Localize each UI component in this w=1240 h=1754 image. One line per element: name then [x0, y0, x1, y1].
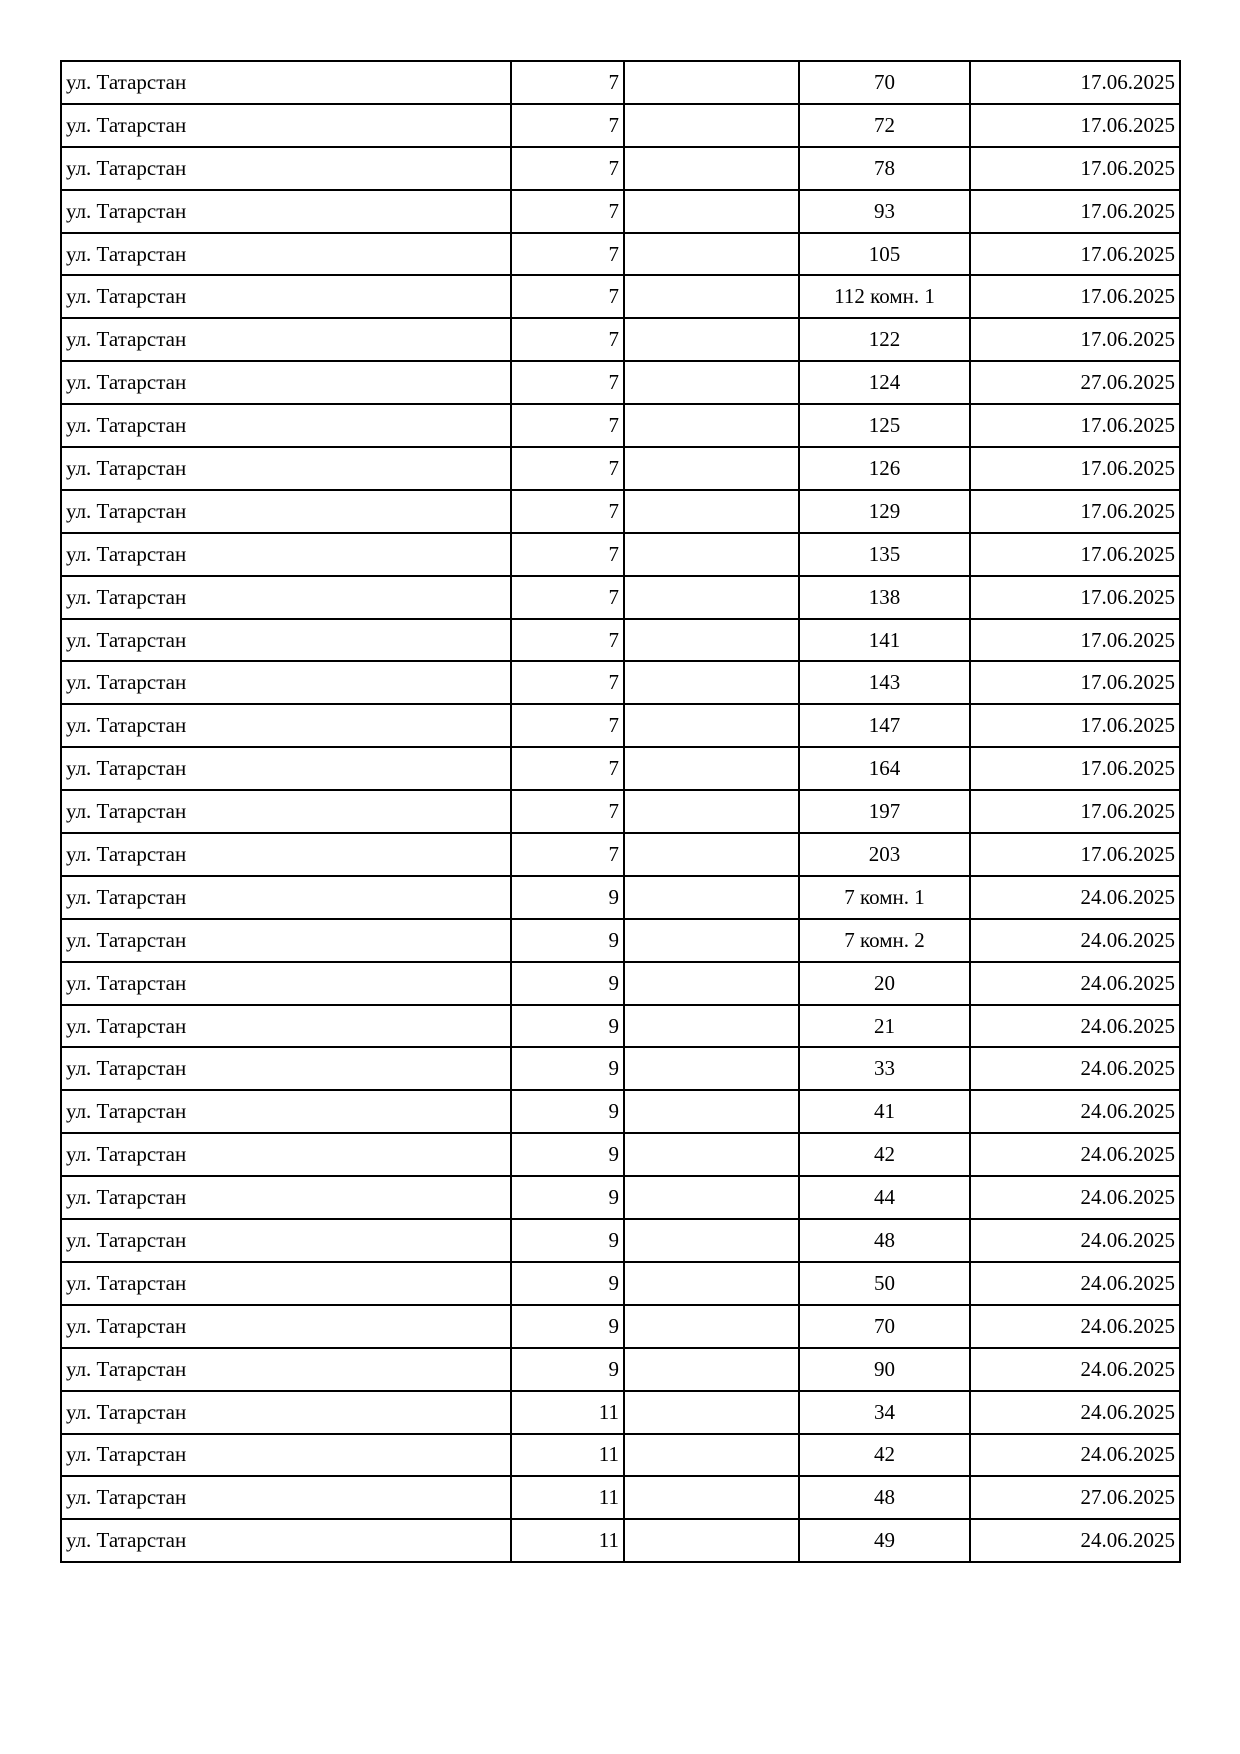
table-row	[61, 661, 1180, 704]
building-cell	[624, 704, 799, 747]
building-cell	[624, 1262, 799, 1305]
date-cell: 24.06.2025	[970, 1133, 1180, 1176]
date-cell: 17.06.2025	[970, 233, 1180, 276]
building-cell	[624, 1519, 799, 1562]
building-cell	[624, 1219, 799, 1262]
date-cell: 17.06.2025	[970, 318, 1180, 361]
street-cell: ул. Татарстан	[61, 1133, 511, 1176]
date-cell: 24.06.2025	[970, 1090, 1180, 1133]
apartment-cell: 33	[799, 1047, 970, 1090]
date-cell: 17.06.2025	[970, 190, 1180, 233]
apartment-cell: 48	[799, 1219, 970, 1262]
table-row	[61, 318, 1180, 361]
table-row	[61, 790, 1180, 833]
street-cell: ул. Татарстан	[61, 275, 511, 318]
table-row	[61, 1305, 1180, 1348]
building-cell	[624, 919, 799, 962]
house-number-cell: 7	[511, 61, 624, 104]
house-number-cell: 7	[511, 747, 624, 790]
street-cell: ул. Татарстан	[61, 1262, 511, 1305]
table-row	[61, 404, 1180, 447]
date-cell: 24.06.2025	[970, 1519, 1180, 1562]
building-cell	[624, 1305, 799, 1348]
street-cell: ул. Татарстан	[61, 147, 511, 190]
apartment-cell: 21	[799, 1005, 970, 1048]
street-cell: ул. Татарстан	[61, 1434, 511, 1477]
house-number-cell: 9	[511, 1176, 624, 1219]
building-cell	[624, 619, 799, 662]
street-cell: ул. Татарстан	[61, 490, 511, 533]
table-row	[61, 1133, 1180, 1176]
table-row	[61, 1262, 1180, 1305]
house-number-cell: 9	[511, 1262, 624, 1305]
house-number-cell: 9	[511, 1219, 624, 1262]
table-row	[61, 1005, 1180, 1048]
street-cell: ул. Татарстан	[61, 1005, 511, 1048]
building-cell	[624, 1133, 799, 1176]
date-cell: 24.06.2025	[970, 962, 1180, 1005]
table-row	[61, 533, 1180, 576]
street-cell: ул. Татарстан	[61, 61, 511, 104]
apartment-cell: 42	[799, 1133, 970, 1176]
building-cell	[624, 190, 799, 233]
street-cell: ул. Татарстан	[61, 833, 511, 876]
apartment-cell: 34	[799, 1391, 970, 1434]
apartment-cell: 197	[799, 790, 970, 833]
apartment-cell: 135	[799, 533, 970, 576]
table-row	[61, 1090, 1180, 1133]
street-cell: ул. Татарстан	[61, 704, 511, 747]
building-cell	[624, 533, 799, 576]
table-row	[61, 876, 1180, 919]
street-cell: ул. Татарстан	[61, 661, 511, 704]
street-cell: ул. Татарстан	[61, 962, 511, 1005]
apartment-cell: 124	[799, 361, 970, 404]
date-cell: 17.06.2025	[970, 704, 1180, 747]
house-number-cell: 7	[511, 490, 624, 533]
apartment-cell: 90	[799, 1348, 970, 1391]
table-row	[61, 1519, 1180, 1562]
street-cell: ул. Татарстан	[61, 361, 511, 404]
street-cell: ул. Татарстан	[61, 1090, 511, 1133]
house-number-cell: 11	[511, 1391, 624, 1434]
date-cell: 17.06.2025	[970, 404, 1180, 447]
building-cell	[624, 233, 799, 276]
street-cell: ул. Татарстан	[61, 104, 511, 147]
table-row	[61, 190, 1180, 233]
date-cell: 24.06.2025	[970, 1005, 1180, 1048]
date-cell: 27.06.2025	[970, 1476, 1180, 1519]
house-number-cell: 9	[511, 1133, 624, 1176]
date-cell: 17.06.2025	[970, 661, 1180, 704]
house-number-cell: 7	[511, 833, 624, 876]
building-cell	[624, 576, 799, 619]
table-row	[61, 104, 1180, 147]
building-cell	[624, 1476, 799, 1519]
table-row	[61, 447, 1180, 490]
street-cell: ул. Татарстан	[61, 876, 511, 919]
building-cell	[624, 1391, 799, 1434]
date-cell: 17.06.2025	[970, 533, 1180, 576]
apartment-cell: 42	[799, 1434, 970, 1477]
apartment-cell: 41	[799, 1090, 970, 1133]
street-cell: ул. Татарстан	[61, 318, 511, 361]
table-row	[61, 490, 1180, 533]
house-number-cell: 7	[511, 104, 624, 147]
house-number-cell: 7	[511, 233, 624, 276]
house-number-cell: 7	[511, 533, 624, 576]
apartment-cell: 129	[799, 490, 970, 533]
building-cell	[624, 404, 799, 447]
date-cell: 24.06.2025	[970, 876, 1180, 919]
date-cell: 17.06.2025	[970, 147, 1180, 190]
table-row	[61, 919, 1180, 962]
apartment-cell: 93	[799, 190, 970, 233]
building-cell	[624, 876, 799, 919]
date-cell: 17.06.2025	[970, 275, 1180, 318]
table-row	[61, 1176, 1180, 1219]
house-number-cell: 11	[511, 1519, 624, 1562]
date-cell: 17.06.2025	[970, 104, 1180, 147]
apartment-cell: 126	[799, 447, 970, 490]
building-cell	[624, 790, 799, 833]
table-row	[61, 704, 1180, 747]
apartment-cell: 72	[799, 104, 970, 147]
table-row	[61, 275, 1180, 318]
apartment-cell: 48	[799, 1476, 970, 1519]
street-cell: ул. Татарстан	[61, 1348, 511, 1391]
street-cell: ул. Татарстан	[61, 233, 511, 276]
street-cell: ул. Татарстан	[61, 533, 511, 576]
date-cell: 17.06.2025	[970, 790, 1180, 833]
building-cell	[624, 318, 799, 361]
house-number-cell: 11	[511, 1434, 624, 1477]
building-cell	[624, 1090, 799, 1133]
street-cell: ул. Татарстан	[61, 1391, 511, 1434]
building-cell	[624, 1434, 799, 1477]
date-cell: 17.06.2025	[970, 619, 1180, 662]
table-row	[61, 747, 1180, 790]
building-cell	[624, 275, 799, 318]
apartment-cell: 70	[799, 61, 970, 104]
house-number-cell: 7	[511, 619, 624, 662]
house-number-cell: 7	[511, 704, 624, 747]
table-row	[61, 833, 1180, 876]
table-row	[61, 619, 1180, 662]
street-cell: ул. Татарстан	[61, 1476, 511, 1519]
building-cell	[624, 490, 799, 533]
apartment-cell: 125	[799, 404, 970, 447]
building-cell	[624, 747, 799, 790]
table-row	[61, 962, 1180, 1005]
house-number-cell: 9	[511, 876, 624, 919]
date-cell: 24.06.2025	[970, 1305, 1180, 1348]
apartment-cell: 44	[799, 1176, 970, 1219]
date-cell: 24.06.2025	[970, 1176, 1180, 1219]
building-cell	[624, 1005, 799, 1048]
house-number-cell: 7	[511, 790, 624, 833]
house-number-cell: 9	[511, 1305, 624, 1348]
house-number-cell: 7	[511, 404, 624, 447]
date-cell: 27.06.2025	[970, 361, 1180, 404]
house-number-cell: 9	[511, 1348, 624, 1391]
apartment-cell: 20	[799, 962, 970, 1005]
apartment-cell: 141	[799, 619, 970, 662]
table-row	[61, 1476, 1180, 1519]
building-cell	[624, 447, 799, 490]
building-cell	[624, 833, 799, 876]
house-number-cell: 7	[511, 661, 624, 704]
table-row	[61, 147, 1180, 190]
house-number-cell: 7	[511, 147, 624, 190]
house-number-cell: 9	[511, 1090, 624, 1133]
house-number-cell: 9	[511, 919, 624, 962]
building-cell	[624, 361, 799, 404]
building-cell	[624, 661, 799, 704]
street-cell: ул. Татарстан	[61, 1176, 511, 1219]
street-cell: ул. Татарстан	[61, 619, 511, 662]
date-cell: 24.06.2025	[970, 1434, 1180, 1477]
table-row	[61, 1219, 1180, 1262]
table-row	[61, 233, 1180, 276]
apartment-cell: 147	[799, 704, 970, 747]
street-cell: ул. Татарстан	[61, 1305, 511, 1348]
street-cell: ул. Татарстан	[61, 790, 511, 833]
date-cell: 24.06.2025	[970, 1219, 1180, 1262]
street-cell: ул. Татарстан	[61, 1219, 511, 1262]
street-cell: ул. Татарстан	[61, 404, 511, 447]
date-cell: 24.06.2025	[970, 1348, 1180, 1391]
house-number-cell: 9	[511, 962, 624, 1005]
date-cell: 24.06.2025	[970, 1391, 1180, 1434]
house-number-cell: 7	[511, 447, 624, 490]
apartment-cell: 122	[799, 318, 970, 361]
apartment-cell: 105	[799, 233, 970, 276]
date-cell: 17.06.2025	[970, 576, 1180, 619]
date-cell: 17.06.2025	[970, 747, 1180, 790]
date-cell: 17.06.2025	[970, 833, 1180, 876]
apartment-cell: 164	[799, 747, 970, 790]
apartment-cell: 49	[799, 1519, 970, 1562]
table-row	[61, 361, 1180, 404]
apartment-cell: 7 комн. 1	[799, 876, 970, 919]
apartment-cell: 203	[799, 833, 970, 876]
street-cell: ул. Татарстан	[61, 1519, 511, 1562]
building-cell	[624, 104, 799, 147]
house-number-cell: 7	[511, 361, 624, 404]
table-row	[61, 1348, 1180, 1391]
building-cell	[624, 147, 799, 190]
house-number-cell: 9	[511, 1005, 624, 1048]
building-cell	[624, 962, 799, 1005]
apartment-cell: 70	[799, 1305, 970, 1348]
building-cell	[624, 61, 799, 104]
date-cell: 17.06.2025	[970, 490, 1180, 533]
apartment-cell: 143	[799, 661, 970, 704]
house-number-cell: 7	[511, 576, 624, 619]
table-row	[61, 1047, 1180, 1090]
house-number-cell: 7	[511, 275, 624, 318]
date-cell: 17.06.2025	[970, 447, 1180, 490]
street-cell: ул. Татарстан	[61, 576, 511, 619]
apartment-cell: 7 комн. 2	[799, 919, 970, 962]
street-cell: ул. Татарстан	[61, 447, 511, 490]
table-row	[61, 61, 1180, 104]
address-table-body	[61, 61, 1180, 1562]
date-cell: 17.06.2025	[970, 61, 1180, 104]
house-number-cell: 9	[511, 1047, 624, 1090]
apartment-cell: 50	[799, 1262, 970, 1305]
house-number-cell: 11	[511, 1476, 624, 1519]
building-cell	[624, 1348, 799, 1391]
table-row	[61, 1391, 1180, 1434]
street-cell: ул. Татарстан	[61, 747, 511, 790]
street-cell: ул. Татарстан	[61, 190, 511, 233]
apartment-cell: 138	[799, 576, 970, 619]
date-cell: 24.06.2025	[970, 1262, 1180, 1305]
apartment-cell: 112 комн. 1	[799, 275, 970, 318]
building-cell	[624, 1047, 799, 1090]
date-cell: 24.06.2025	[970, 919, 1180, 962]
street-cell: ул. Татарстан	[61, 919, 511, 962]
street-cell: ул. Татарстан	[61, 1047, 511, 1090]
table-row	[61, 1434, 1180, 1477]
address-table	[60, 60, 1181, 1563]
table-row	[61, 576, 1180, 619]
house-number-cell: 7	[511, 190, 624, 233]
apartment-cell: 78	[799, 147, 970, 190]
date-cell: 24.06.2025	[970, 1047, 1180, 1090]
house-number-cell: 7	[511, 318, 624, 361]
building-cell	[624, 1176, 799, 1219]
